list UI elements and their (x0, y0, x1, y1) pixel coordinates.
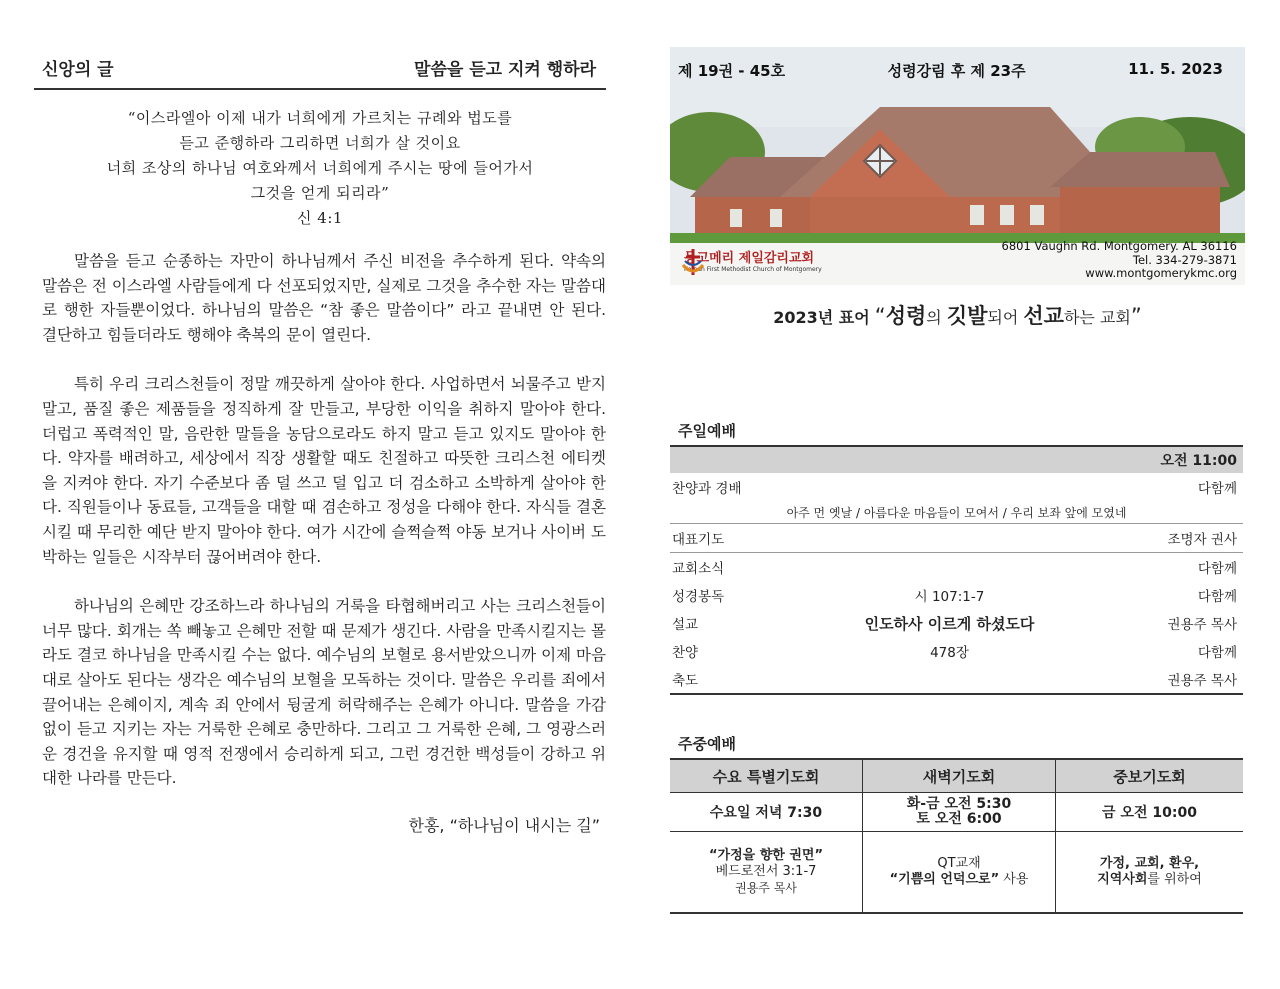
volume-number: 제 19권 - 45호 (678, 62, 786, 80)
yearly-motto (670, 300, 1245, 330)
service-detail (764, 473, 1135, 501)
dawn-time-weekday: 화-금 오전 5:30 (906, 796, 1012, 812)
intercession-community: 지역사회 (1097, 872, 1148, 887)
church-website[interactable]: www.montgomerykmc.org (1085, 266, 1237, 280)
motto-prefix: 2023년 표어 (773, 308, 870, 327)
motto-word: 선교 (1023, 304, 1064, 328)
service-leader: 다함께 (1197, 561, 1237, 577)
verse-line: “이스라엘아 이제 내가 너희에게 가르치는 규례와 법도를 (127, 109, 513, 127)
devotional-header (34, 50, 606, 90)
service-row (670, 581, 1243, 609)
intercession-suffix: 를 위하여 (1147, 872, 1202, 887)
dawn-book-use: 사용 (999, 872, 1029, 887)
bulletin-info-line (678, 60, 1223, 81)
service-leader: 권용주 목사 (1167, 617, 1237, 633)
weekday-time-row (670, 793, 1243, 832)
paragraph: 특히 우리 크리스천들이 정말 깨끗하게 살아야 한다. 사업하면서 뇌물주고 받지 말고, 품질 좋은 제품들을 정직하게 잘 만들고, 부당한 이익을 취하지 말아야 한다. 더럽고 폭력적인 말, 음란한 말들을 농담으로라도 하지 말고 듣고 있지도 말아야 한다. 약자를 배려하고, 세상에서 직장 생활할 때도 친절하고 따뜻한 크리스천 에티켓을 지켜야 한다. 자기 수준보다 좀 덜 쓰고 덜 입고 더 검소하고 소박하게 살아야 한다. 직원들이나 동료들, 고객들을 대할 때 겸손하고 정성을 다해야 한다. 자식들 결혼시킬 때 무리한 예단 받지 말아야 한다. 여가 시간에 슬쩍슬쩍 야동 보거나 사이버 도박하는 일들은 시작부터 끊어버려야 한다. (42, 375, 606, 566)
wednesday-title: “가정을 향한 권면” (708, 848, 824, 863)
verse-reference: 신 4:1 (297, 209, 343, 227)
church-banner (670, 47, 1245, 285)
service-leader: 다함께 (1197, 589, 1237, 605)
service-row (670, 553, 1243, 582)
motto-quote-close: ” (1130, 304, 1142, 328)
service-row (670, 637, 1243, 665)
service-leader: 다함께 (1197, 481, 1237, 497)
intercession-topics: 가정, 교회, 환우, (1099, 856, 1200, 871)
church-logo-icon (680, 247, 706, 277)
col-wednesday: 수요 특별기도회 (670, 759, 863, 793)
scripture-reading: 시 107:1-7 (914, 589, 985, 605)
service-item: 축도 (670, 665, 764, 694)
sunday-service-table (670, 445, 1243, 695)
service-detail (764, 553, 1135, 582)
motto-quote-open: “ (874, 304, 886, 328)
wednesday-time: 수요일 저녁 7:30 (670, 793, 863, 832)
service-row (670, 665, 1243, 694)
dawn-book (864, 872, 1054, 888)
devotional-column (34, 50, 606, 836)
dawn-book-title: “기쁨의 언덕으로” (889, 872, 1000, 887)
liturgical-season: 성령강림 후 제 23주 (887, 62, 1026, 80)
wednesday-pastor: 권용주 목사 (735, 881, 797, 895)
dawn-detail (863, 832, 1056, 914)
hymn-number: 478장 (930, 645, 969, 661)
service-row (670, 473, 1243, 501)
paragraph: 말씀을 듣고 순종하는 자만이 하나님께서 주신 비전을 추수하게 된다. 약속의 말씀은 전 이스라엘 사람들에게 다 선포되었지만, 실제로 그것을 추수한 자는 말씀대로 행한 자들뿐이었다. 하나님의 말씀은 “참 좋은 말씀이다” 라고 끝내면 안 된다. 결단하고 힘들더라도 행해야 축복의 문이 열린다. (42, 252, 607, 344)
col-intercession: 중보기도회 (1056, 759, 1244, 793)
section-label: 신앙의 글 (42, 60, 114, 80)
service-leader: 조명자 권사 (1135, 524, 1243, 553)
motto-word: 깃발 (946, 304, 988, 328)
service-row (670, 609, 1243, 637)
intercession-detail (1056, 832, 1244, 914)
service-item: 찬양과 경배 (672, 481, 742, 497)
service-detail (764, 665, 1135, 694)
service-leader: 다함께 (1197, 645, 1237, 661)
devotional-title: 말씀을 듣고 지켜 행하라 (414, 60, 596, 80)
service-item: 교회소식 (672, 561, 725, 577)
dawn-time (863, 793, 1056, 832)
praise-lyrics-row (670, 501, 1243, 524)
service-row (670, 524, 1243, 553)
service-item: 설교 (672, 617, 699, 633)
service-detail (764, 524, 1135, 553)
wednesday-scripture: 베드로전서 3:1-7 (715, 864, 817, 879)
weekday-service-table (670, 758, 1243, 914)
motto-text: 되어 (987, 308, 1024, 327)
verse-line: 듣고 준행하라 그리하면 너희가 살 것이요 (179, 134, 461, 152)
service-time: 오전 11:00 (670, 446, 1243, 473)
service-item: 대표기도 (670, 524, 764, 553)
motto-word: 성령 (885, 304, 927, 328)
church-contact (1002, 240, 1237, 281)
dawn-material: QT교재 (937, 856, 981, 871)
church-logo (680, 247, 822, 273)
dawn-time-saturday: 토 오전 6:00 (916, 811, 1002, 827)
weekday-service-heading: 주중예배 (678, 735, 736, 753)
devotional-body (42, 249, 606, 791)
verse-line: 그것을 얻게 되리라” (250, 184, 390, 202)
intercession-topics-2 (1057, 872, 1242, 888)
bulletin-column (670, 47, 1245, 914)
service-leader: 권용주 목사 (1135, 665, 1243, 694)
service-item: 찬양 (672, 645, 699, 661)
col-dawn: 새벽기도회 (863, 759, 1056, 793)
church-phone: Tel. 334-279-3871 (1132, 252, 1237, 267)
intercession-time: 금 오전 10:00 (1056, 793, 1244, 832)
weekday-header-row (670, 759, 1243, 793)
motto-text: 하는 교회 (1063, 308, 1131, 327)
paragraph: 하나님의 은혜만 강조하느라 하나님의 거룩을 타협해버리고 사는 크리스천들이 너무 많다. 회개는 쏙 빼놓고 은혜만 전할 때 문제가 생긴다. 사람을 만족시킬지는 몰라도 결코 하나님을 만족시킬 수는 없다. 예수님의 보혈로 용서받았으니까 이제 마음대로 살아도 된다는 생각은 예수님의 보혈을 모독하는 것이다. 말씀은 우리를 죄에서 끌어내는 은혜이지, 계속 죄 안에서 뒹굴게 허락해주는 은혜가 아니다. 말씀을 가감없이 듣고 지키는 자는 거룩한 은혜로 충만하다. 그리고 그 거룩한 은혜, 그 영광스러운 경건을 유지할 때 영적 전쟁에서 승리하게 되고, 그런 경건한 백성들이 강하고 위대한 나라를 만든다. (42, 597, 606, 788)
praise-lyrics: 아주 먼 옛날 / 아름다운 마음들이 모여서 / 우리 보좌 앞에 모였네 (670, 501, 1243, 524)
church-address: 6801 Vaughn Rd. Montgomery. AL 36116 (1001, 239, 1237, 253)
weekday-detail-row (670, 832, 1243, 914)
scripture-quote (34, 106, 606, 231)
bulletin-date: 11. 5. 2023 (1128, 60, 1223, 78)
motto-text: 의 (926, 308, 947, 327)
church-name-english: Korean First Methodist Church of Montgomery (684, 266, 822, 273)
church-name-korean: 몽고메리 제일감리교회 (684, 251, 815, 266)
wednesday-detail (670, 832, 863, 914)
sunday-service-heading: 주일예배 (678, 422, 736, 440)
service-item: 성경봉독 (672, 589, 725, 605)
verse-line: 너희 조상의 하나님 여호와께서 너희에게 주시는 땅에 들어가서 (106, 159, 534, 177)
sermon-title: 인도하사 이르게 하셨도다 (864, 614, 1035, 633)
source-credit: 한홍, “하나님이 내시는 길” (408, 815, 600, 835)
